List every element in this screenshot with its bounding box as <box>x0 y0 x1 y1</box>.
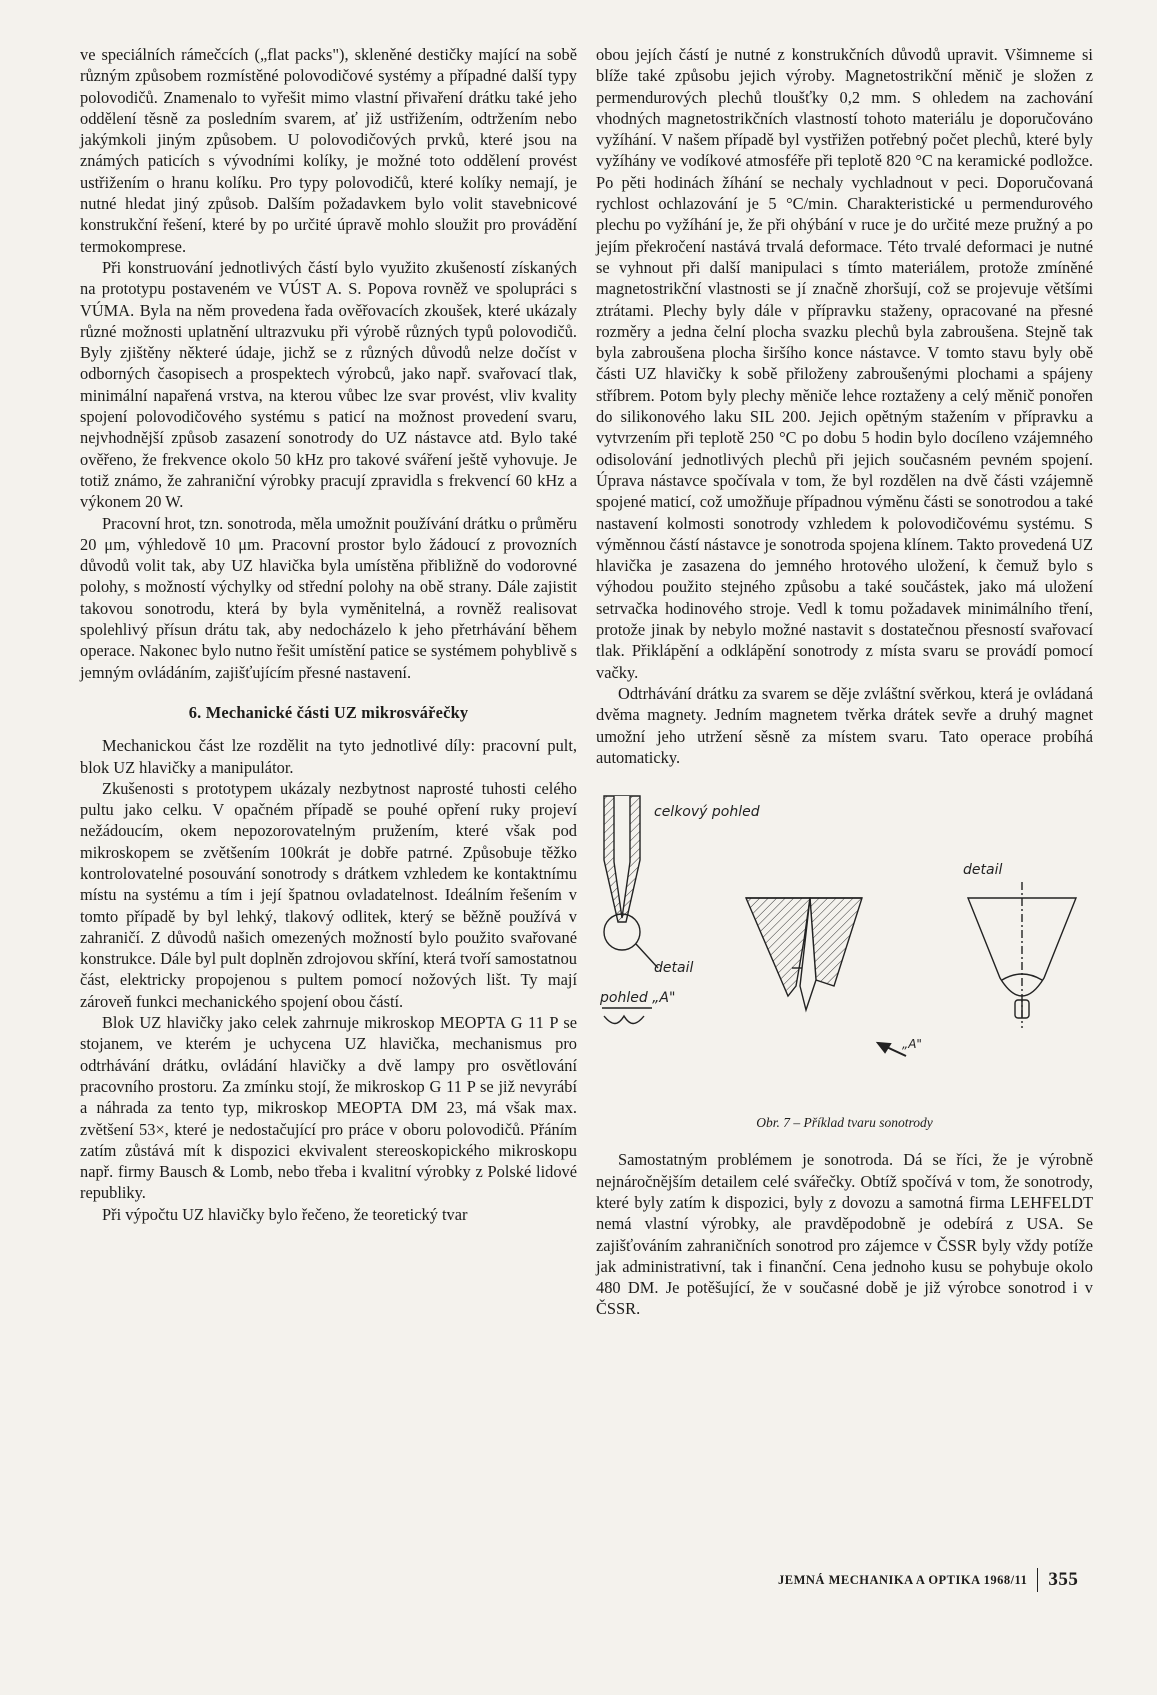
footer-divider <box>1037 1568 1038 1592</box>
journal-name: JEMNÁ MECHANIKA A OPTIKA 1968/11 <box>778 1572 1028 1587</box>
sonotrode-figure <box>596 790 1093 1110</box>
paragraph: Blok UZ hlavičky jako celek zahrnuje mikroskop MEOPTA G 11 P se stojanem, ve kterém je uchycena UZ hlavička, mechanismus pro odtrhávání drátku, ovládání hlavičky a dvě lampy pro osvětlování pracovního prostoru. Za zmínku stojí, že mikroskop G 11 P se již nevyrábí a náhrada za tento typ, mikroskop MEOPTA DM 23, má však max. zvětšení 53×, které je nedostačující pro práce v oboru polovodičů. Přáním zatím zůstává mít k dispozici ekvivalent stereoskopického mikroskopu např. firmy Bausch & Lomb, nebo třeba i kvalitní výrobky z Polské lidové republiky. <box>80 1013 577 1203</box>
section-heading: 6. Mechanické části UZ mikrosvářečky <box>188 702 469 722</box>
paragraph: Zkušenosti s prototypem ukázaly nezbytnost naprosté tuhosti celého pultu jako celku. V opačném případě se pouhé opření ruky projeví nežádoucím, okem nepozorovatelným pružením, které však pod mikroskopem se zvětšením 100krát je dobře patrné. Způsobuje těžko kontrolovatelné posouvání sonotrody s drátkem vzhledem ke kontaktnímu místu na systému a tím i její špatnou ovladatelnost. Ideálním řešením v tomto případě by byl lehký, tlakový odlitek, který se běžně používá v zahraničí. Z důvodů našich omezených možností bylo použito svařované konstrukce. Dále byl pult doplněn zdrojovou skříní, která tvoří samostatnou část, elektricky propojenou s pultem pomocí nožových lišt. Ty mají zároveň funkci mechanického spojení obou částí. <box>80 778 577 1011</box>
paragraph: Odtrhávání drátku za svarem se děje zvláštní svěrkou, která je ovládaná dvěma magnety. Jedním magnetem tvěrka drátek sevře a druhý magnet umožní jeho utržení sěsně za místem svaru. Tato operace probíhá automaticky. <box>596 683 1093 767</box>
detail-outline <box>968 882 1076 1028</box>
figure-label-overall: celkový pohled <box>654 804 760 821</box>
left-column <box>80 44 577 1225</box>
page-footer <box>778 1568 1098 1592</box>
detail-section <box>746 898 862 1010</box>
paragraph: ve speciálních rámečcích („flat packs"), skleněné destičky mající na sobě různým způsobem rozmístěné polovodičové systémy a případné další typy polovodičů. Znamenalo to vyřešit mimo vlastní přivaření drátku také jeho oddělení těsně za posledním svarem, ať již ustřižením, odtržením nebo jakýmkoli jiným způsobem. U polovodičových prvků, které jsou na známých paticích s vývodními kolíky, je možné toto oddělení provést ustřižením o hranu kolíku. Pro typy polovodičů, které kolíky nemají, je nutné hledat jiný způsob. Dalším požadavkem bylo volit stavebnicové konstrukční řešení, které by po určité úpravě mohlo sloužit pro provádění termokomprese. <box>80 45 577 256</box>
right-column <box>596 44 1093 1320</box>
paragraph: Při výpočtu UZ hlavičky bylo řečeno, že teoretický tvar <box>102 1204 468 1224</box>
figure-caption: Obr. 7 – Příklad tvaru sonotrody <box>756 1115 933 1131</box>
paragraph: obou jejích částí je nutné z konstrukčních důvodů upravit. Všimneme si blíže také způsobu jejich výroby. Magnetostrikční měnič je složen z permendurových plechů tloušťky 0,2 mm. S ohledem na zachování vhodných magnetostrikčních vlastností tohoto materiálu je doporučováno vyžíhání. V našem případě byl vystřižen potřebný počet plechů, které byly vyžíhány ve vodíkové atmosféře při teplotě 820 °C na keramické podložce. Po pěti hodinách žíhání se nechaly vychladnout v peci. Doporučovaná rychlost ochlazování je 5 °C/min. Charakteristické u permendurového plechu po vyžíhání je, že při ohýbání v ruce je do určité meze pružný a po jejím překročení nastává trvalá deformace. Této trvalé deformaci je nutné se vyhnout při další manipulaci s tímto materiálem, protože zmíněné magnetostrikční vlastnosti se jí značně zhoršují, což se projevuje většími ztrátami. Plechy byly dále v přípravku staženy, opracované na přesné rozměry a jedna čelní plocha svazku plechů byla zabroušena. Stejně tak byla zabroušena plocha širšího konce nástavce. V tomto stavu byly obě části UZ hlavičky k sobě přiloženy zabroušenými plochami a spájeny stříbrem. Potom byly plechy měniče lehce roztaženy a celý měnič ponořen do silikonového laku SIL 200. Jejich opětným stažením v přípravku a vytvrzením při teplotě 250 °C po dobu 5 hodin bylo docíleno vzájemného odisolování jednotlivých plechů při jejich současném pevném spojení. Úprava nástavce spočívala v tom, že byl rozdělen na dvě části vzájemně spojené maticí, což umožňuje případnou výměnu části se sonotrodou a také nastavení kolmosti sonotrody vzhledem k polovodičovému systému. S výměnnou částí nástavce je sonotroda spojena klínem. Takto provedená UZ hlavička je zasazena do jemného hrotového uložení, k čemuž bylo s výhodou použito stejného způsobu a také součástek, jako má uložení setrvačka hodinového stroje. Vedl k tomu požadavek minimálního tření, protože jinak by nebylo možné nastavit s dostatečnou přesností svařovací tlak. Přiklápění a odklápění sonotrody z místa svaru se provádí pomocí vačky. <box>596 45 1093 682</box>
paragraph: Pracovní hrot, tzn. sonotroda, měla umožnit používání drátku o průměru 20 μm, výhledově 10 μm. Pracovní prostor bylo žádoucí z provozních důvodů volit tak, aby UZ hlavička byla umístěna přibližně do vodorovné polohy, s možností výchylky od střední polohy na obě strany. Dále zajistit takovou sonotrodu, která by byla vyměnitelná, a rovněž realisovat spolehlivý přísun drátu tak, aby nedocházelo k jeho přetrhávání během operace. Nakonec bylo nutno řešit umístění patice se systémem pohyblivě s jemným ovládáním, zajišťujícím přesné nastavení. <box>80 513 577 682</box>
view-a <box>602 1008 652 1024</box>
figure-label-view: pohled „A" <box>600 990 676 1007</box>
paragraph: Při konstruování jednotlivých částí bylo využito zkušeností získaných na prototypu postaveném ve VÚST A. S. Popova rovněž ve spolupráci s VÚMA. Byla na něm provedena řada ověřovacích zkoušek, které ukázaly různé možnosti uplatnění ultrazvuku při výrobě různých typů polovodičů. Byly zjištěny některé údaje, jichž se z různých důvodů nelze dočíst v odborných časopisech a prospektech výrobců, jako např. svařovací tlak, minimální napařená vrstva, na kterou vůbec lze svar provést, vliv kvality spojení polovodičového systému s paticí na možnost provedení svaru, nejvhodnější způsob zasazení sonotrody do UZ nástavce atd. Bylo také ověřeno, že frekvence okolo 50 kHz pro takové sváření ještě vyhovuje. Je totiž známo, že zahraniční výrobky pracují zpravidla s frekvencí 60 kHz a výkonem 20 W. <box>80 257 577 512</box>
figure-label-detail: detail <box>963 862 1003 879</box>
paragraph: Samostatným problémem je sonotroda. Dá se říci, že je výrobně nejnáročnějším detailem celé svářečky. Obtíž spočívá v tom, že sonotrody, které byly zatím k dispozici, byly z dovozu a samotná firma LEHFELDT nemá vlastní výrobky, ale pravděpodobně je odebírá z USA. Se zajišťováním zahraničních sonotrod pro zájemce v ČSSR byly vždy potíže jak administrativní, tak i finanční. Cena jednoho kusu se pohybuje okolo 480 DM. Je potěšující, že v současné době je již výrobce sonotrod i v ČSSR. <box>596 1150 1093 1319</box>
sonotrode-drawing <box>596 790 1093 1110</box>
overall-view <box>604 796 658 968</box>
paragraph: Mechanickou část lze rozdělit na tyto jednotlivé díly: pracovní pult, blok UZ hlavičky a manipulátor. <box>80 736 577 777</box>
page-number: 355 <box>1048 1569 1079 1590</box>
figure-label-arrow: „A" <box>902 1037 922 1052</box>
figure-label-detail: detail <box>654 960 694 977</box>
